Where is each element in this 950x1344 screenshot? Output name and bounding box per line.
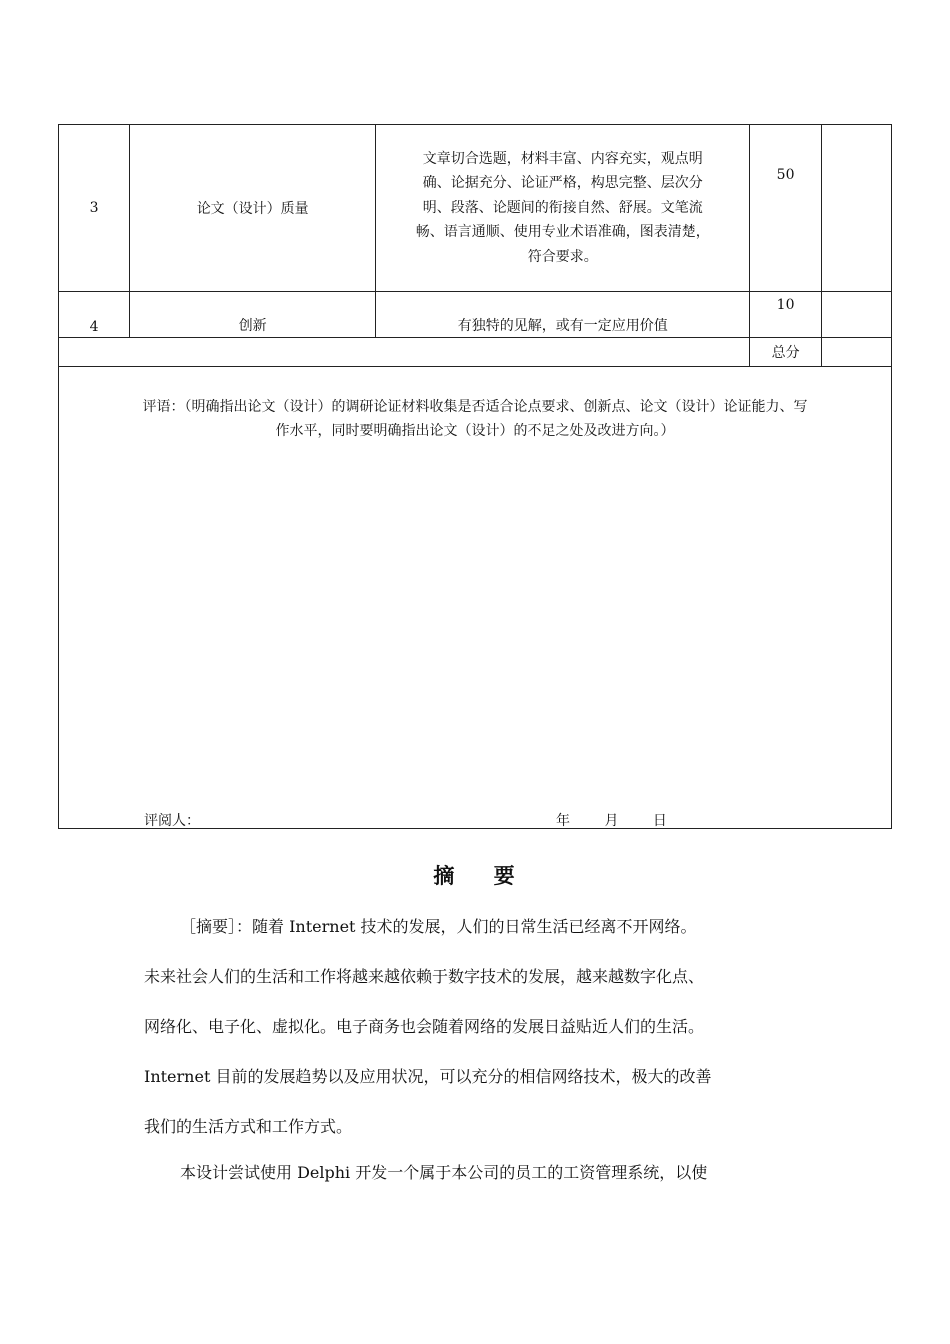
total-label: 总分 [750,338,821,367]
given-score [821,292,891,338]
review-date [556,810,667,830]
date-month: 月 [604,813,619,829]
abstract-paragraph [144,902,824,1152]
comment-cell [59,367,892,829]
paragraph-line: 本设计尝试使用 Delphi 开发一个属于本公司的员工的工资管理系统，以使 [180,1163,708,1182]
criteria-line: 文章切合选题，材料丰富、内容充实，观点明 [422,150,703,167]
item-name: 论文（设计）质量 [130,125,376,292]
abstract-paragraph [144,1148,824,1198]
comment-prompt [59,367,891,443]
criteria-line: 确、论据充分、论证严格，构思完整、层次分 [422,175,703,192]
criteria-line: 畅、语言通顺、使用专业术语准确，图表清楚， [415,224,710,241]
max-score: 50 [750,125,821,292]
criteria-line: 符合要求。 [527,248,598,265]
paragraph-line: 我们的生活方式和工作方式。 [144,1117,353,1136]
grading-table [58,124,892,829]
date-day: 日 [652,813,667,829]
title-char: 要 [493,864,517,888]
item-name: 创新 [130,292,376,338]
row-number: 3 [59,125,130,292]
table-row [59,292,892,338]
comment-line: 作水平，同时要明确指出论文（设计）的不足之处及改进方向。） [275,423,675,439]
total-row [59,338,892,367]
total-value [821,338,891,367]
max-score: 10 [750,292,821,338]
paragraph-line: ［摘要］：随着 Internet 技术的发展，人们的日常生活已经离不开网络。 [180,917,697,936]
reviewer-label: 评阅人： [144,813,200,829]
comment-line: 评语：（明确指出论文（设计）的调研论证材料收集是否适合论点要求、创新点、论文（设计）论证能力、写 [142,399,808,415]
title-char: 摘 [433,864,457,888]
paragraph-line: 未来社会人们的生活和工作将越来越依赖于数字技术的发展，越来越数字化点、 [144,967,705,986]
paragraph-line: 网络化、电子化、虚拟化。电子商务也会随着网络的发展日益贴近人们的生活。 [144,1017,705,1036]
table-row [59,125,892,292]
row-number: 4 [59,292,130,338]
criteria-cell [376,125,750,292]
date-year: 年 [556,813,570,829]
abstract-title [0,860,950,890]
total-spacer [59,338,750,367]
criteria-cell: 有独特的见解，或有一定应用价值 [376,292,750,338]
criteria-line: 明、段落、论题间的衔接自然、舒展。文笔流 [422,199,703,216]
given-score [821,125,891,292]
paragraph-line: Internet 目前的发展趋势以及应用状况，可以充分的相信网络技术，极大的改善 [144,1067,712,1086]
comment-row [59,367,892,829]
